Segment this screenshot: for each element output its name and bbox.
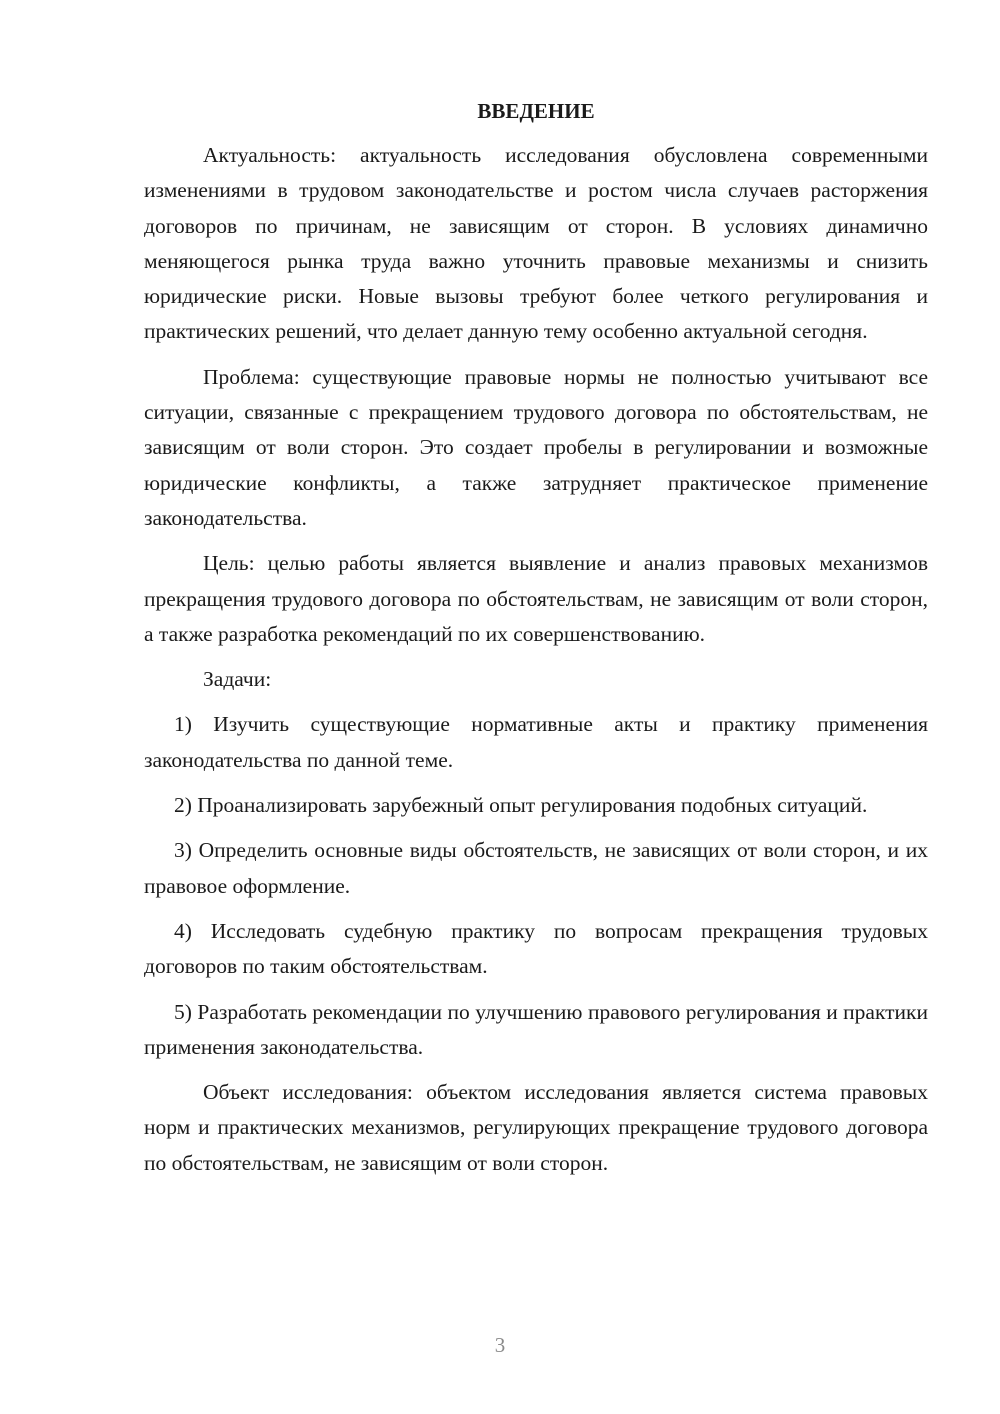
paragraph-problem: Проблема: существующие правовые нормы не полностью учитывают все ситуации, связанные с прекращением трудового договора по обстоятельствам, не зависящим от воли сторон. Это создает пробелы в регулировании и возможные юридические конфликты, а также затрудняет практическое применение законодательства. <box>144 364 928 530</box>
task-item-3: 3) Определить основные виды обстоятельств, не зависящих от воли сторон, и их правовое оформление. <box>144 838 928 898</box>
task-item-4: 4) Исследовать судебную практику по вопросам прекращения трудовых договоров по таким обстоятельствам. <box>144 918 928 979</box>
paragraph-relevance: Актуальность: актуальность исследования обусловлена современными изменениями в трудовом законодательстве и ростом числа случаев расторжения договоров по причинам, не зависящим от сторон. В условиях динамично меняющегося рынка труда важно уточнить правовые механизмы и снизить юридические риски. Новые вызовы требуют более четкого регулирования и практических решений, что делает данную тему особенно актуальной сегодня. <box>144 143 928 344</box>
tasks-label: Задачи: <box>203 667 272 692</box>
page-title: ВВЕДЕНИЕ <box>477 99 595 123</box>
task-item-1: 1) Изучить существующие нормативные акты и практику применения законодательства по данной теме. <box>144 712 928 772</box>
page-number: 3 <box>494 1333 506 1357</box>
document-page <box>144 96 928 1191</box>
paragraph-object: Объект исследования: объектом исследования является система правовых норм и практических механизмов, регулирующих прекращение трудового договора по обстоятельствам, не зависящим от воли сторон. <box>144 1080 928 1175</box>
task-item-2: 2) Проанализировать зарубежный опыт регулирования подобных ситуаций. <box>174 793 868 818</box>
task-item-5: 5) Разработать рекомендации по улучшению правового регулирования и практики применения законодательства. <box>144 999 928 1059</box>
paragraph-goal: Цель: целью работы является выявление и анализ правовых механизмов прекращения трудового договора по обстоятельствам, не зависящим от воли сторон, а также разработка рекомендаций по их совершенствованию. <box>144 551 928 646</box>
